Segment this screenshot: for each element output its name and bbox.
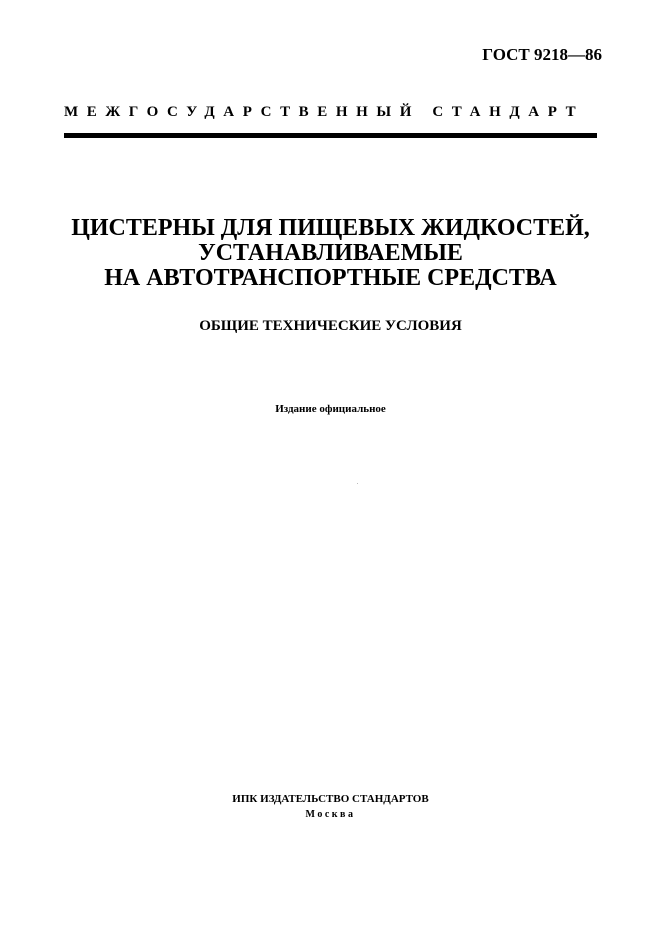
- document-subtitle: ОБЩИЕ ТЕХНИЧЕСКИЕ УСЛОВИЯ: [199, 318, 462, 334]
- title-line-3: НА АВТОТРАНСПОРТНЫЕ СРЕДСТВА: [104, 265, 557, 291]
- document-code: ГОСТ 9218—86: [482, 45, 602, 64]
- title-line-2: УСТАНАВЛИВАЕМЫЕ: [198, 240, 463, 266]
- edition-note: Издание официальное: [275, 403, 386, 415]
- header-rule: [64, 133, 597, 138]
- standard-type-heading: МЕЖГОСУДАРСТВЕННЫЙ СТАНДАРТ: [64, 104, 585, 120]
- print-speck: [357, 483, 358, 484]
- document-title: [40, 216, 621, 291]
- publisher-name: ИПК ИЗДАТЕЛЬСТВО СТАНДАРТОВ: [232, 793, 429, 805]
- title-line-1: ЦИСТЕРНЫ ДЛЯ ПИЩЕВЫХ ЖИДКОСТЕЙ,: [71, 215, 590, 241]
- publisher-city: Москва: [305, 809, 356, 820]
